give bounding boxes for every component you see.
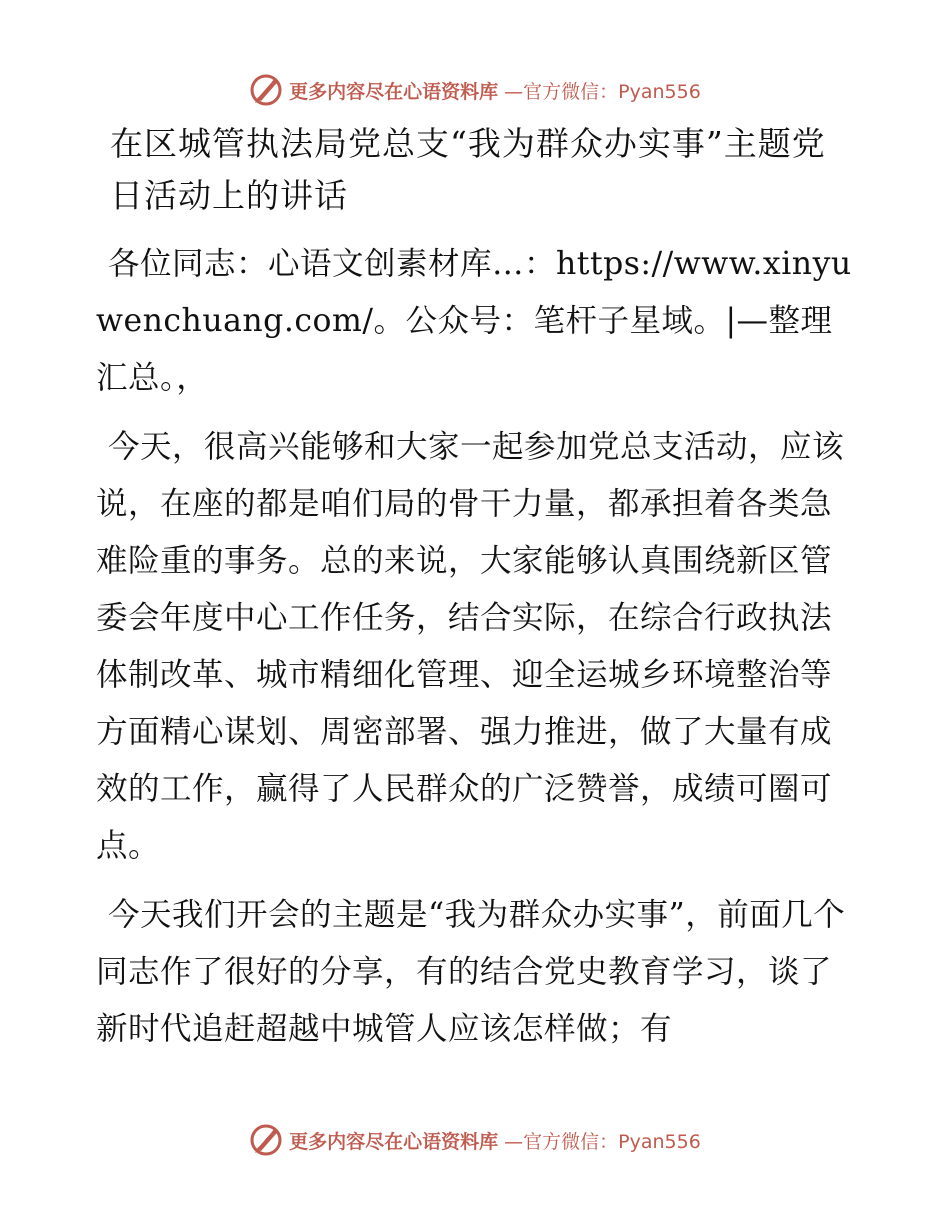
pen-logo-icon [249,73,283,107]
footer-wechat-text: —官方微信：Pyan556 [504,1130,701,1153]
footer-brand-text: 更多内容尽在心语资料库 [289,1130,499,1153]
pen-logo-icon [249,1123,283,1157]
footer-banner [0,1120,950,1160]
header-wechat-text: —官方微信：Pyan556 [504,80,701,103]
paragraph-theme-text: 今天我们开会的主题是“我为群众办实事”，前面几个同志作了很好的分享，有的结合党史教育学习，谈了新时代追赶超越中城管人应该怎样做；有 [96,897,846,1047]
header-banner [0,70,950,110]
paragraph-opening [96,419,856,875]
paragraph-greeting-text: 各位同志：心语文创素材库…：https://www.xinyuwenchuang.com/。公众号：笔杆子星域。|—整理汇总。， [96,246,852,396]
document-body [96,118,856,1070]
paragraph-theme [96,887,856,1058]
paragraph-opening-text: 今天，很高兴能够和大家一起参加党总支活动，应该说，在座的都是咱们局的骨干力量，都承担着各类急难险重的事务。总的来说，大家能够认真围绕新区管委会年度中心工作任务，结合实际，在综合行政执法体制改革、城市精细化管理、迎全运城乡环境整治等方面精心谋划、周密部署、强力推进，做了大量有成效的工作，赢得了人民群众的广泛赞誉，成绩可圈可点。 [96,429,845,864]
header-brand-text: 更多内容尽在心语资料库 [289,80,499,103]
document-title: 在区城管执法局党总支“我为群众办实事”主题党日活动上的讲话 [110,124,826,215]
paragraph-greeting [96,236,856,407]
